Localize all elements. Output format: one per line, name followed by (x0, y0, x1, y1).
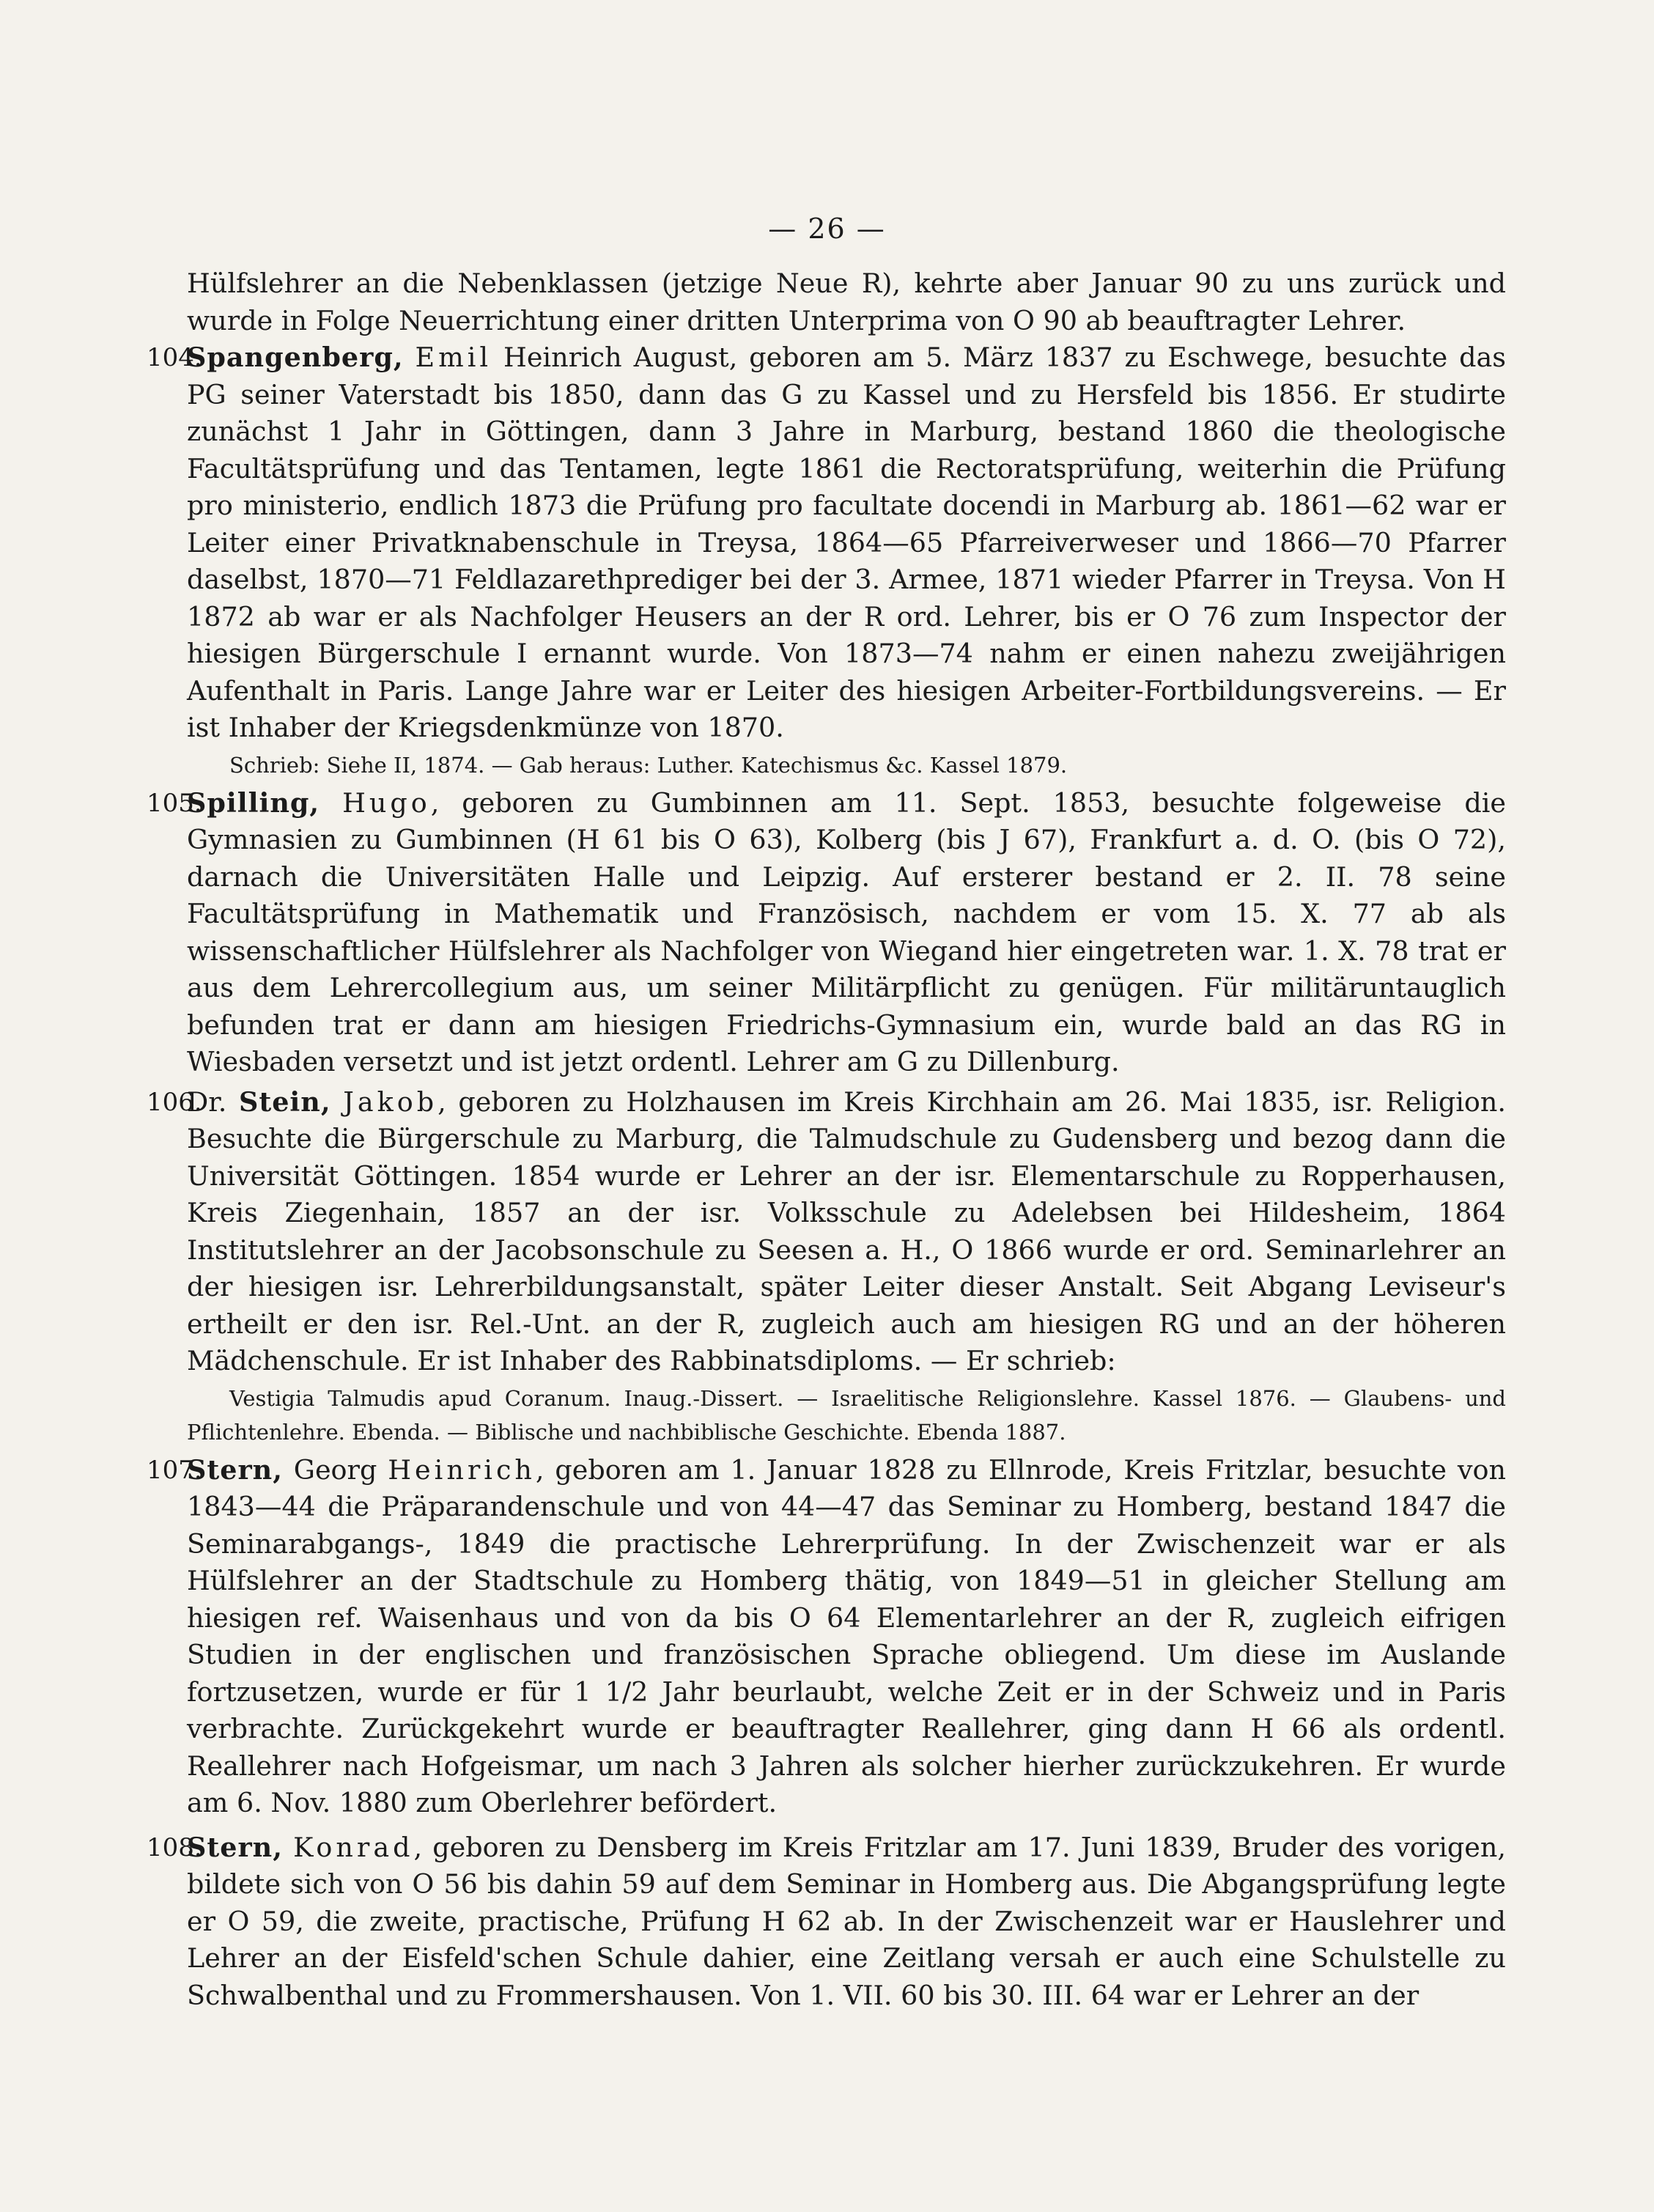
entry-number: 104. (147, 343, 202, 372)
page-body (147, 265, 1507, 2014)
entry-given-name: Konrad (293, 1831, 414, 1863)
page-number: — 26 — (768, 213, 886, 245)
entry-surname: Spilling, (187, 786, 320, 819)
entry-surname: Stern, (187, 1453, 283, 1486)
intro-paragraph: Hülfslehrer an die Nebenklassen (jetzige Neue R), kehrte aber Januar 90 zu uns zurück und wurde in Folge Neuerrichtung einer dritten Unterprima von O 90 ab beauftragter Lehrer. (187, 268, 1506, 336)
entry-body: Heinrich August, geboren am 5. März 1837 zu Eschwege, besuchte das PG seiner Vaterstadt bis 1850, dann das G zu Kassel und zu Hersfeld bis 1856. Er studirte zunächst 1 Jahr in Göttingen, dann 3 Jahre in Marburg, bestand 1860 die theologische Facultätsprüfung und das Tentamen, legte 1861 die Rectoratsprüfung, weiterhin die Prüfung pro ministerio, endlich 1873 die Prüfung pro facultate docendi in Marburg ab. 1861—62 war er Leiter einer Privatknabenschule in Treysa, 1864—65 Pfarreiverweser und 1866—70 Pfarrer daselbst, 1870—71 Feldlazarethprediger bei der 3. Armee, 1871 wieder Pfarrer in Treysa. Von H 1872 ab war er als Nachfolger Heusers an der R ord. Lehrer, bis er O 76 zum Inspector der hiesigen Bürgerschule I ernannt wurde. Von 1873—74 nahm er einen nahezu zweijährigen Aufenthalt in Paris. Lange Jahre war er Leiter des hiesigen Arbeiter-Fortbildungsvereins. — Er ist Inhaber der Kriegsdenkmünze von 1870. (187, 342, 1506, 743)
entry-104 (147, 339, 1506, 782)
entry-given-name: Emil (415, 342, 492, 373)
entry-surname: Spangenberg, (187, 342, 404, 373)
entry-107 (147, 1452, 1506, 1822)
entry-105 (147, 785, 1506, 1081)
entry-text (187, 1452, 1506, 1822)
entry-body: , geboren zu Densberg im Kreis Fritzlar am 17. Juni 1839, Bruder des vorigen, bildete sich von O 56 bis dahin 59 auf dem Seminar in Homberg aus. Die Abgangsprüfung legte er O 59, die zweite, practische, Prüfung H 62 ab. In der Zwischenzeit war er Hauslehrer und Lehrer an der Eisfeld'schen Schule dahier, eine Zeitlang versah er auch eine Schulstelle zu Schwalbenthal und zu Frommershausen. Von 1. VII. 60 bis 30. III. 64 war er Lehrer an der (187, 1831, 1507, 2011)
entry-text (187, 1829, 1506, 2015)
entry-text (187, 339, 1506, 747)
entry-text (187, 785, 1506, 1081)
entry-108 (147, 1829, 1507, 2015)
entry-note: Schrieb: Siehe II, 1874. — Gab heraus: Luther. Katechismus &c. Kassel 1879. (229, 752, 1068, 778)
entry-prefix: Dr. (187, 1085, 239, 1118)
entry-body: , geboren zu Gumbinnen am 11. Sept. 1853, besuchte folgeweise die Gymnasien zu Gumbinnen (H 61 bis O 63), Kolberg (bis J 67), Frankfurt a. d. O. (bis O 72), darnach die Universitäten Halle und Leipzig. Auf ersterer bestand er 2. II. 78 seine Facultätsprüfung in Mathematik und Französisch, nachdem er vom 15. X. 77 ab als wissenschaftlicher Hülfslehrer als Nachfolger von Wiegand hier eingetreten war. 1. X. 78 trat er aus dem Lehrercollegium aus, um seiner Militärpflicht zu genügen. Für militäruntauglich befunden trat er dann am hiesigen Friedrichs-Gymnasium ein, wurde bald an das RG in Wiesbaden versetzt und ist jetzt ordentl. Lehrer am G zu Dillenburg. (187, 786, 1506, 1077)
entry-surname: Stein, (238, 1085, 331, 1118)
entry-number: 105. (147, 788, 202, 818)
entry-given-name: Jakob (343, 1085, 438, 1118)
entry-given-prefix: Georg (293, 1453, 388, 1486)
entry-body: , geboren am 1. Januar 1828 zu Ellnrode, Kreis Fritzlar, besuchte von 1843—44 die Präparandenschule und von 44—47 das Seminar zu Homberg, bestand 1847 die Seminarabgangs-, 1849 die practische Lehrerprüfung. In der Zwischenzeit war er als Hülfslehrer an der Stadtschule zu Homberg thätig, von 1849—51 in gleicher Stellung am hiesigen ref. Waisenhaus und von da bis O 64 Elementarlehrer an der R, zugleich eifrigen Studien in der englischen und französischen Sprache obliegend. Um diese im Auslande fortzusetzen, wurde er für 1 1/2 Jahr beurlaubt, welche Zeit er in der Schweiz und in Paris verbrachte. Zurückgekehrt wurde er beauftragter Reallehrer, ging dann H 66 als ordentl. Reallehrer nach Hofgeismar, um nach 3 Jahren als solcher hierher zurückzukehren. Er wurde am 6. Nov. 1880 zum Oberlehrer befördert. (187, 1453, 1506, 1818)
entry-number: 106. (147, 1087, 202, 1117)
entry-text (187, 1084, 1506, 1380)
entry-surname: Stern, (187, 1831, 283, 1863)
entry-106 (147, 1084, 1506, 1449)
entry-number: 108. (147, 1832, 202, 1862)
entry-note: Vestigia Talmudis apud Coranum. Inaug.-Dissert. — Israelitische Religionslehre. Kassel 1876. — Glaubens- und Pflichtenlehre. Ebenda. — Biblische und nachbiblische Geschichte. Ebenda 1887. (187, 1385, 1506, 1445)
entry-number: 107. (147, 1455, 202, 1485)
entry-given-name: Hugo (342, 786, 431, 819)
entry-body: , geboren zu Holzhausen im Kreis Kirchhain am 26. Mai 1835, isr. Religion. Besuchte die Bürgerschule zu Marburg, die Talmudschule zu Gudensberg und bezog dann die Universität Göttingen. 1854 wurde er Lehrer an der isr. Elementarschule zu Ropperhausen, Kreis Ziegenhain, 1857 an der isr. Volksschule zu Adelebsen bei Hildesheim, 1864 Institutslehrer an der Jacobsonschule zu Seesen a. H., O 1866 wurde er ord. Seminarlehrer an der hiesigen isr. Lehrerbildungsanstalt, später Leiter dieser Anstalt. Seit Abgang Leviseur's ertheilt er den isr. Rel.-Unt. an der R, zugleich auch am hiesigen RG und an der höheren Mädchenschule. Er ist Inhaber des Rabbinatsdiploms. — Er schrieb: (187, 1085, 1506, 1376)
entry-given-name: Heinrich (388, 1453, 536, 1486)
